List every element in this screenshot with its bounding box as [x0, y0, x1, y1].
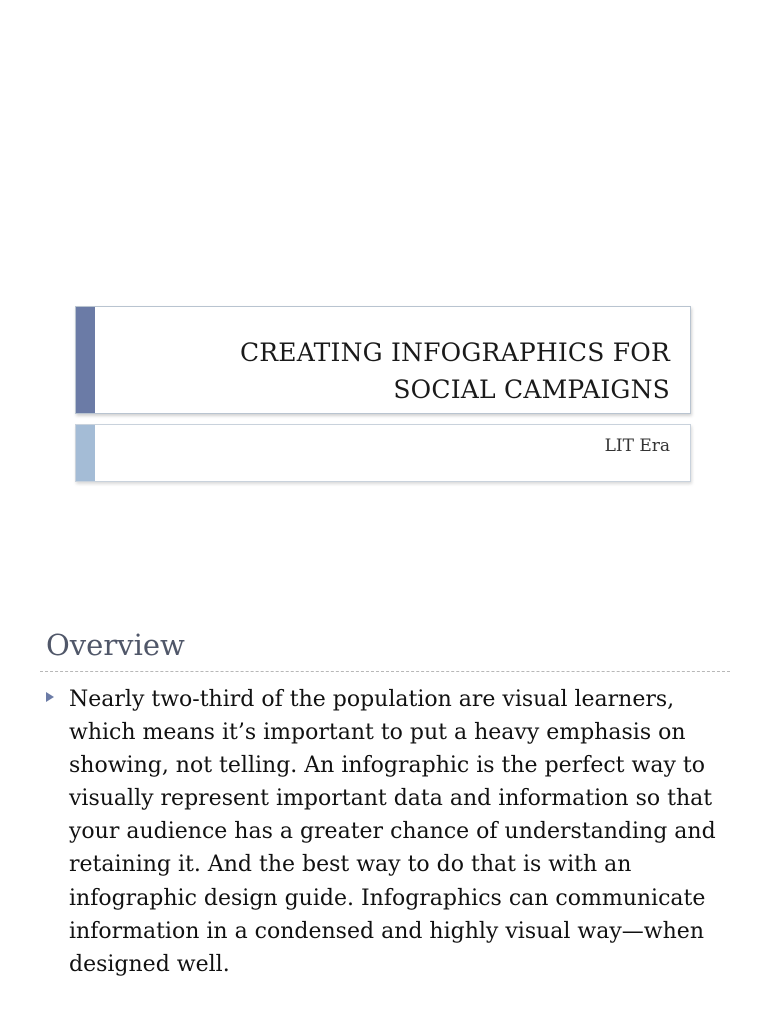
heading-divider [40, 671, 730, 672]
title-box [75, 306, 691, 414]
slide-heading: Overview [46, 628, 185, 662]
title-accent-bar [76, 307, 95, 413]
presentation-subtitle: LIT Era [604, 436, 670, 456]
subtitle-accent-bar [76, 425, 95, 481]
overview-slide [0, 592, 768, 1024]
bullet-item: Nearly two-third of the population are visual learners, which means it’s important to put a heavy emphasis on showing, not telling. An infographic is the perfect way to visually represent important data and information so that your audience has a greater chance of understanding and retaining it. And the best way to do that is with an infographic design guide. Infographics can communicate information in a condensed and highly visual way—when designed well. [69, 687, 716, 977]
subtitle-box [75, 424, 691, 482]
presentation-title: CREATING INFOGRAPHICS FOR SOCIAL CAMPAIGNS [239, 338, 670, 404]
triangle-bullet-icon [46, 692, 54, 702]
